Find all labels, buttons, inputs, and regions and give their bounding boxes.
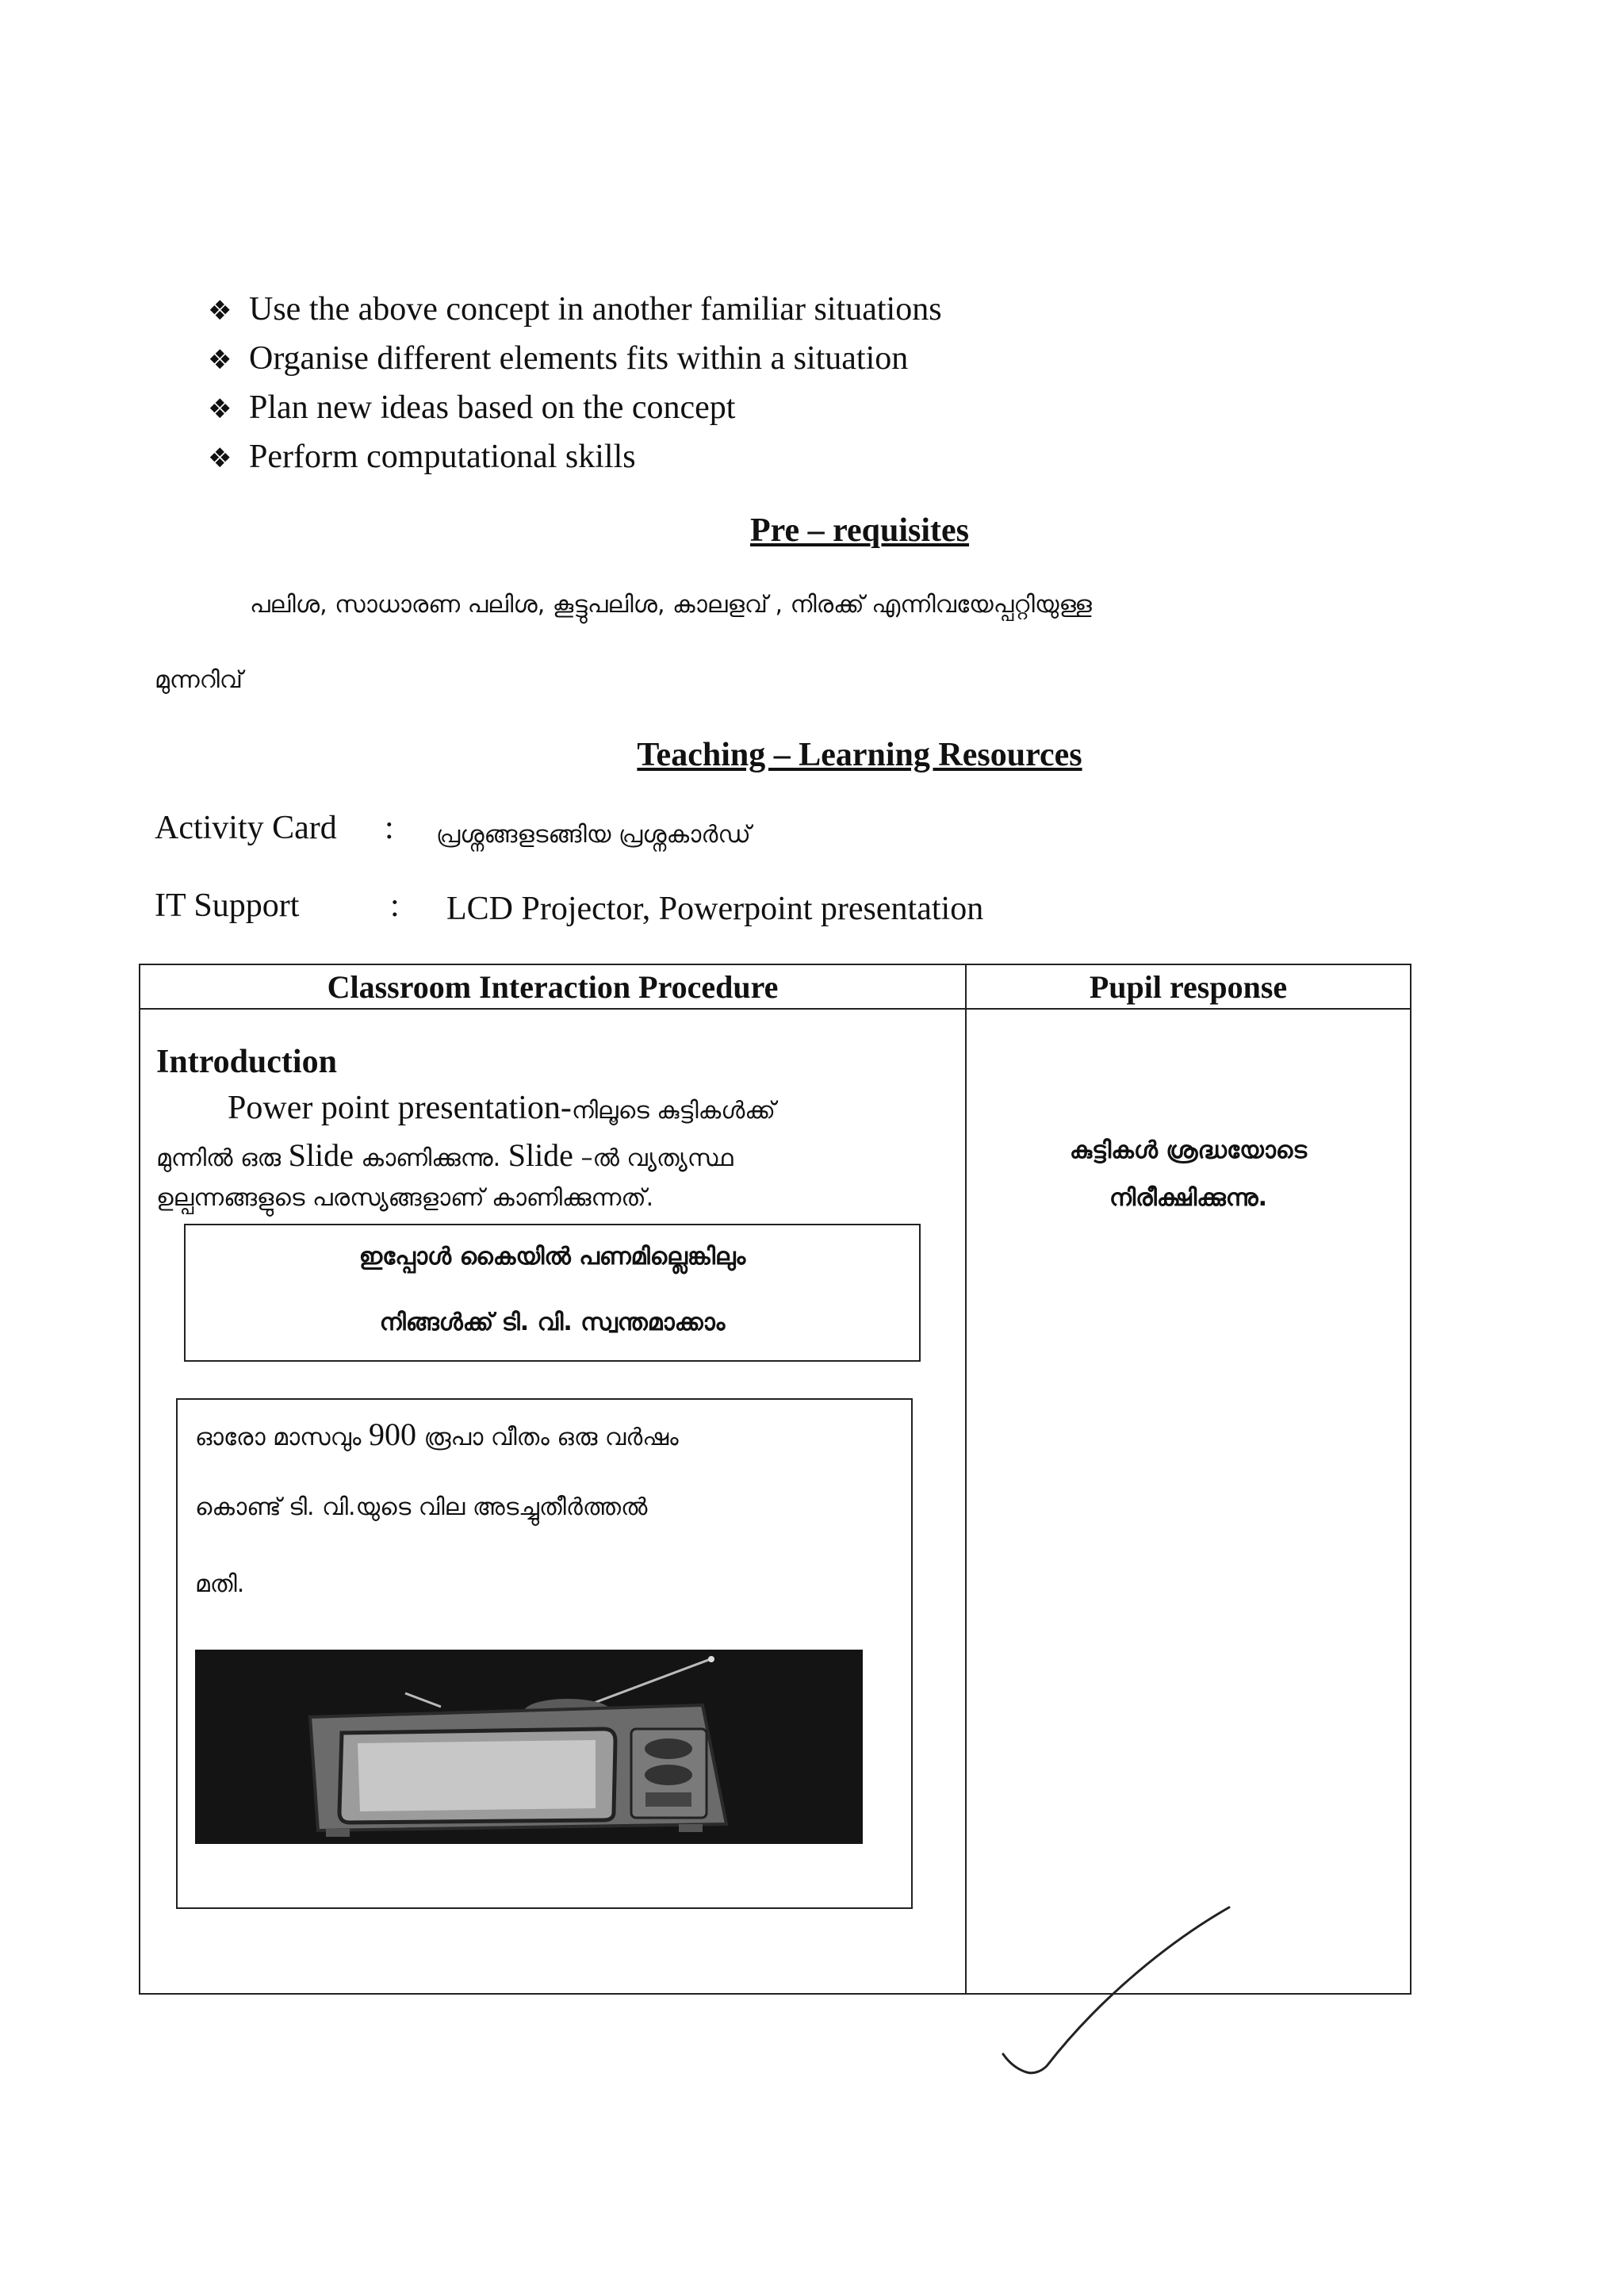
prerequisites-heading: Pre – requisites [749, 512, 970, 549]
diamond-bullet-icon: ❖ [208, 443, 232, 474]
diamond-bullet-icon: ❖ [208, 393, 232, 425]
objectives-list [208, 286, 1397, 482]
resources-heading: Teaching – Learning Resources [637, 737, 1082, 773]
objective-item: ❖ Organise different elements fits within a situation [208, 335, 1397, 384]
introduction-line2: മുന്നിൽ ഒരു Slide കാണിക്കുന്നു. Slide –ൽ വ്യത്യസ്ഥ [156, 1137, 733, 1173]
offer-line2: കൊണ്ട് ടി. വി.യുടെ വില അടച്ചുതീർത്തൽ [195, 1493, 648, 1521]
advertisement-line1: ഇപ്പോൾ കൈയിൽ പണമില്ലെങ്കിലും [358, 1243, 746, 1271]
introduction-heading: Introduction [156, 1044, 337, 1080]
activity-card-colon: : [385, 810, 394, 846]
offer-line1: ഓരോ മാസവും 900 രൂപാ വീതം ഒരു വർഷം [195, 1416, 679, 1452]
offer-box [176, 1398, 913, 1909]
introduction-line1: Power point presentation-നിലൂടെ കുട്ടികൾക്ക് [228, 1090, 776, 1126]
it-support-label: IT Support [155, 887, 300, 924]
diamond-bullet-icon: ❖ [208, 295, 232, 327]
activity-card-label: Activity Card [155, 810, 337, 846]
activity-card-value: പ്രശ്നങ്ങളടങ്ങിയ പ്രശ്നകാർഡ് [436, 821, 751, 849]
advertisement-line2: നിങ്ങൾക്ക് ടി. വി. സ്വന്തമാക്കാം [379, 1309, 726, 1336]
offer-line3: മതി. [195, 1570, 245, 1598]
television-image [195, 1650, 863, 1844]
pupil-response-cell [966, 1009, 1411, 1994]
prerequisites-line1: പലിശ, സാധാരണ പലിശ, കൂട്ടുപലിശ, കാലളവ് , നിരക്ക് എന്നിവയേപ്പറ്റിയുള്ള [250, 591, 1092, 619]
introduction-line3: ഉല്പന്നങ്ങളുടെ പരസ്യങ്ങളാണ് കാണിക്കുന്നത്. [156, 1184, 654, 1212]
objective-item: ❖ Plan new ideas based on the concept [208, 384, 1397, 433]
procedure-table [139, 964, 1411, 1995]
signature-mark [999, 1899, 1237, 2082]
procedure-cell [140, 1009, 966, 1994]
pupil-response-line1: കുട്ടികൾ ശ്രദ്ധയോടെ [1069, 1137, 1308, 1164]
diamond-bullet-icon: ❖ [208, 344, 232, 376]
objective-item: ❖ Perform computational skills [208, 433, 1397, 482]
objective-item: ❖ Use the above concept in another familiar situations [208, 286, 1397, 335]
it-support-value: LCD Projector, Powerpoint presentation [446, 891, 984, 927]
television-icon [195, 1650, 863, 1844]
column-header-pupil-response: Pupil response [966, 964, 1411, 1009]
prerequisites-line2: മുന്നറിവ് [155, 666, 243, 694]
column-header-procedure: Classroom Interaction Procedure [140, 964, 966, 1009]
advertisement-box [184, 1224, 921, 1362]
it-support-colon: : [390, 887, 400, 924]
pupil-response-line2: നിരീക്ഷിക്കുന്നു. [1109, 1184, 1268, 1212]
